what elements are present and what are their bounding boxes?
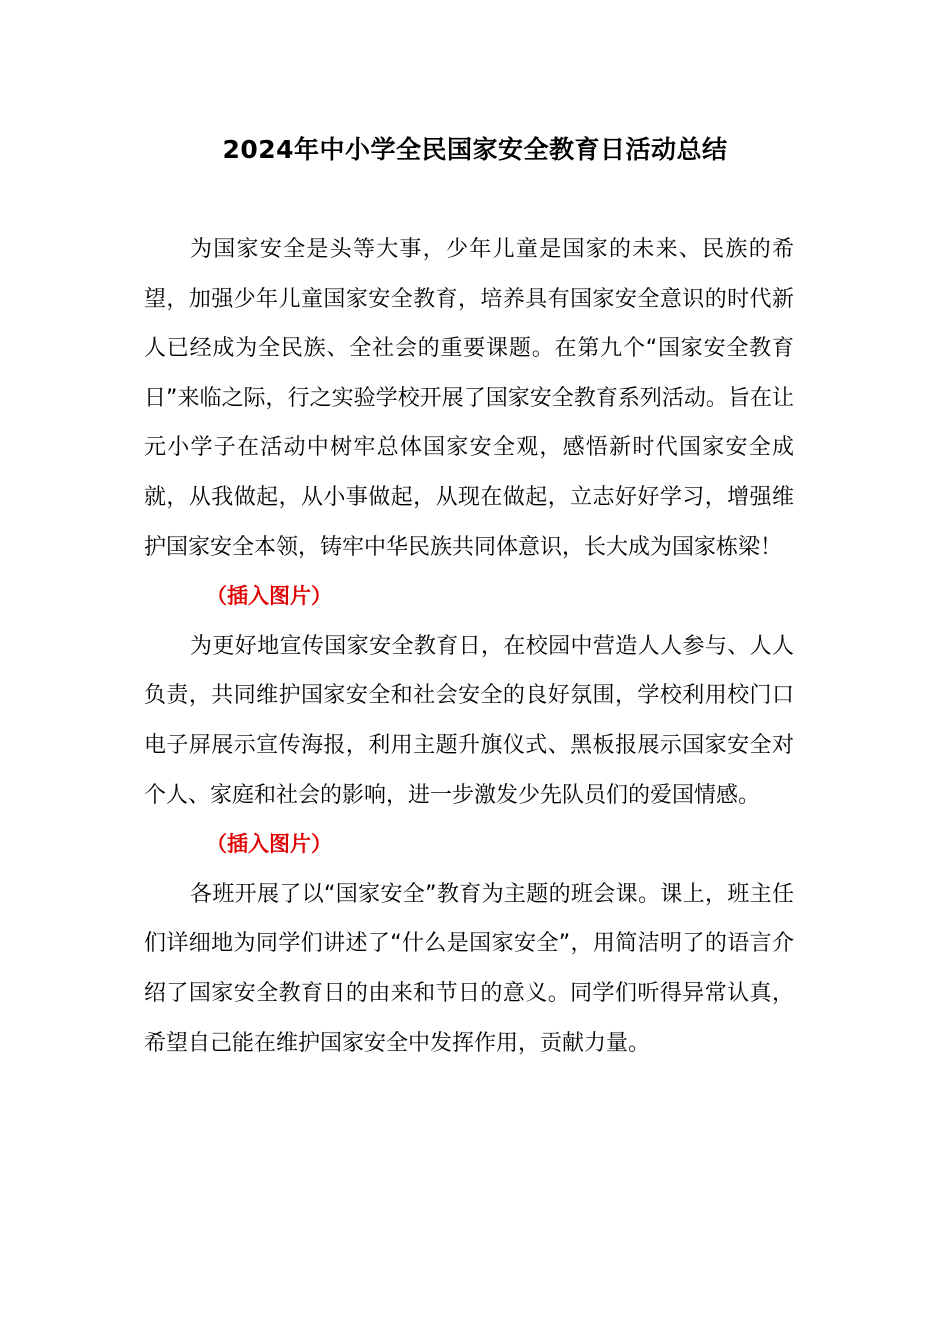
paragraph-intro: 为国家安全是头等大事，少年儿童是国家的未来、民族的希望，加强少年儿童国家安全教育，培养具有国家安全意识的时代新人已经成为全民族、全社会的重要课题。在第九个“国家安全教育日”来临之际，行之实验学校开展了国家安全教育系列活动。旨在让元小学子在活动中树牢总体国家安全观，感悟新时代国家安全成就，从我做起，从小事做起，从现在做起，立志好好学习，增强维护国家安全本领，铸牢中华民族共同体意识，长大成为国家栋梁！ [144,237,794,560]
document-body [144,225,794,1068]
paragraph-promotion: 为更好地宣传国家安全教育日，在校园中营造人人参与、人人负责，共同维护国家安全和社会安全的良好氛围，学校利用校门口电子屏展示宣传海报，利用主题升旗仪式、黑板报展示国家安全对个人、家庭和社会的影响，进一步激发少先队员们的爱国情感。 [144,633,794,808]
document-title: 2024年中小学全民国家安全教育日活动总结 [222,135,728,164]
paragraph-class-meeting: 各班开展了以“国家安全”教育为主题的班会课。课上，班主任们详细地为同学们讲述了“什么是国家安全”，用简洁明了的语言介绍了国家安全教育日的由来和节日的意义。同学们听得异常认真，希望自己能在维护国家安全中发挥作用，贡献力量。 [144,881,794,1056]
image-placeholder-2: （插入图片） [206,832,332,857]
image-placeholder-1: （插入图片） [206,584,332,609]
